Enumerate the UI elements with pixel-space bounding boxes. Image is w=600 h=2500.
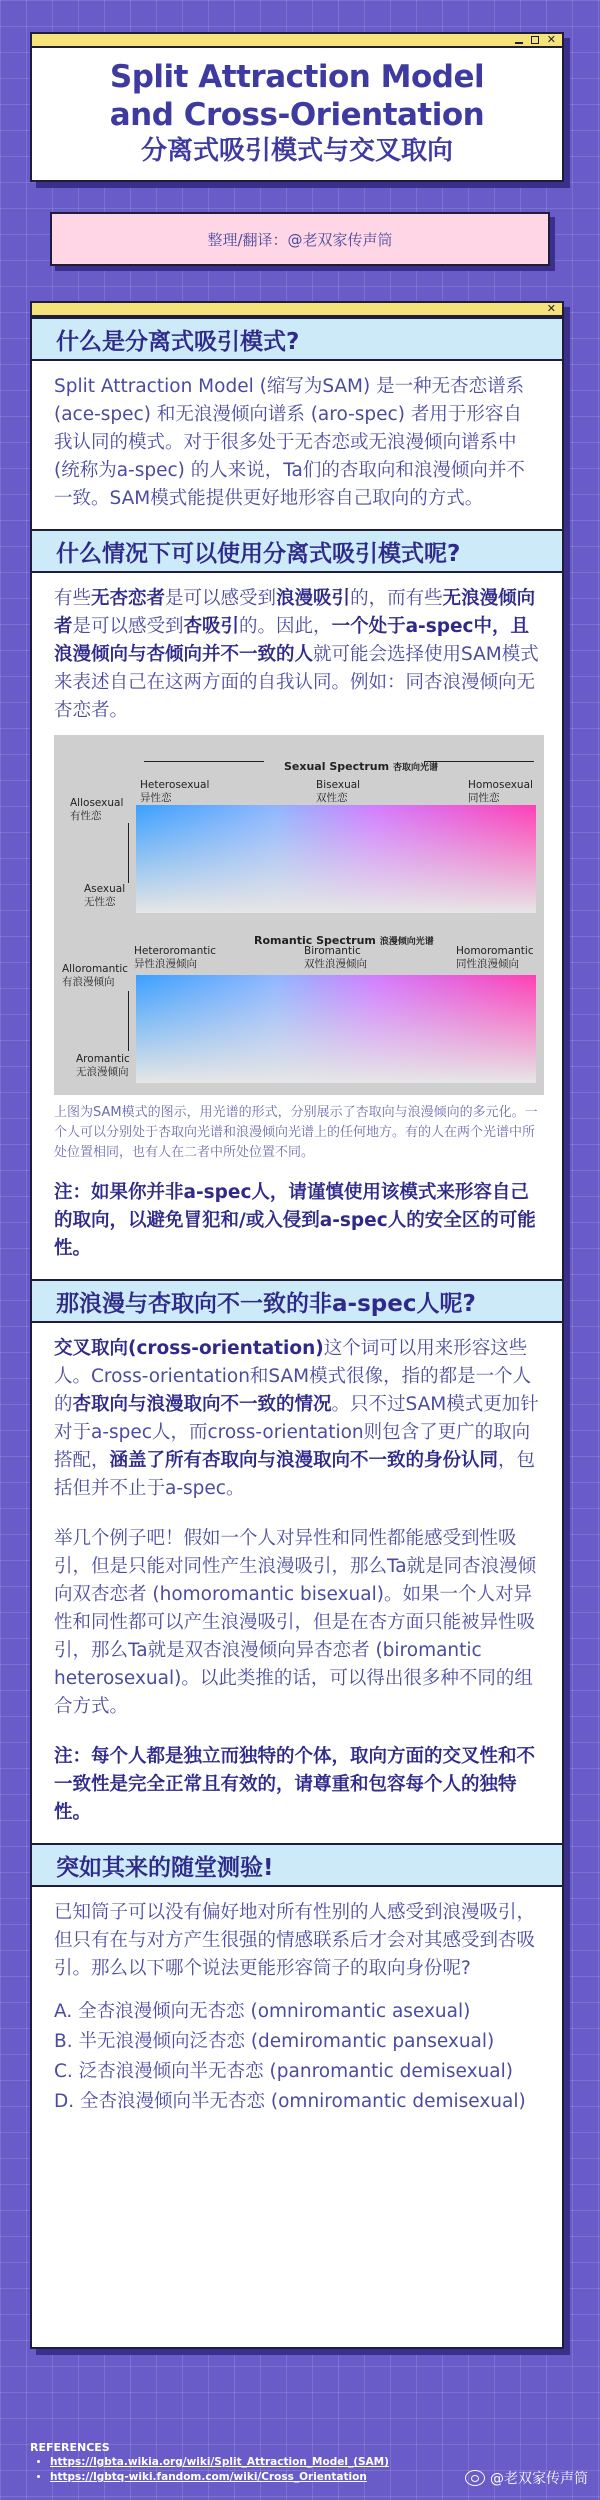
watermark-text: @老双家传声筒	[490, 2471, 588, 2487]
section-heading-quiz: 突如其来的随堂测验!	[32, 1843, 562, 1887]
allosexual-label: Allosexual 有性恋	[70, 797, 124, 822]
references-list	[30, 2455, 450, 2485]
quiz-option: A. 全杏浪漫倾向无杏恋 (omniromantic asexual)	[54, 2001, 471, 2022]
close-icon[interactable]: ✕	[546, 33, 556, 46]
page-title-english	[32, 48, 562, 134]
text: 是可以感受到	[165, 588, 277, 609]
reference-link[interactable]: • https://lgbta.wikia.org/wiki/Split_Attraction_Model_(SAM)	[50, 2455, 450, 2470]
note-paragraph: 注：每个人都是独立而独特的个体，取向方面的交叉性和不一致性是完全正常且有效的，请尊重和包容每个人的独特性。	[54, 1746, 536, 1823]
section-body-when-to-use	[32, 573, 562, 1273]
asexual-label: Asexual 无性恋	[84, 883, 126, 908]
paragraph: Split Attraction Model (缩写为SAM) 是一种无杏恋谱系 (ace-spec) 和无浪漫倾向谱系 (aro-spec) 者用于形容自我认同的模式。对于很多处于无杏恋或无浪漫倾向谱系中 (统称为a-spec) 的人来说，Ta们的杏取向和浪漫倾向并不一致。SAM模式能提供更好地形容自己取向的方式。	[54, 376, 525, 509]
emphasis: 浪漫吸引	[276, 588, 351, 609]
emphasis: 一个处于a-spec中，且浪漫倾向与杏倾向并不一致的人	[54, 616, 529, 665]
text: 。只不过SAM模式更加针对于a-spec人，而cross-orientation则包含了更广的取向搭配，	[54, 1394, 539, 1471]
maximize-icon[interactable]	[531, 36, 539, 44]
emphasis: 无浪漫倾向者	[54, 588, 536, 637]
text: 的，而有些	[350, 588, 443, 609]
note-paragraph: 注：如果你并非a-spec人，请谨慎使用该模式来形容自己的取向，以避免冒犯和/或入侵到a-spec人的安全区的可能性。	[54, 1182, 536, 1259]
watermark	[465, 2468, 588, 2488]
heterosexual-label: Heterosexual 异性恋	[140, 779, 210, 804]
weibo-icon	[465, 2470, 485, 2486]
text: 这个词可以用来形容这些人。Cross-orientation和SAM模式很像，指的都是一个人的	[54, 1338, 532, 1415]
text: 就可能会选择使用SAM模式来表述自己在这两方面的自我认同。例如：同杏浪漫倾向无杏恋者。	[54, 644, 539, 721]
section-heading-when-to-use: 什么情况下可以使用分离式吸引模式呢?	[32, 529, 562, 573]
arrow-line	[128, 823, 129, 883]
homoromantic-label: Homoromantic 同性浪漫倾向	[456, 945, 534, 970]
arrow-line	[424, 761, 534, 762]
paragraph	[54, 1335, 540, 1503]
paragraph: 举几个例子吧！假如一个人对异性和同性都能感受到性吸引，但是只能对同性产生浪漫吸引，那么Ta就是同杏浪漫倾向双杏恋者 (homoromantic bisexual)。如果一个人对异性和同性都可以产生浪漫吸引，但是在杏方面只能被异性吸引，那么Ta就是双杏浪漫倾向异杏恋者 (biromantic heterosexual)。以此类推的话，可以得出很多种不同的组合方式。	[54, 1528, 537, 1717]
romantic-spectrum-gradient	[136, 975, 536, 1083]
quiz-option: C. 泛杏浪漫倾向半无杏恋 (panromantic demisexual)	[54, 2061, 513, 2082]
emphasis: 杏吸引	[183, 616, 240, 637]
section-heading-cross-orientation: 那浪漫与杏取向不一致的非a-spec人呢?	[32, 1279, 562, 1323]
homosexual-label: Homosexual 同性恋	[468, 779, 533, 804]
text: 有些	[54, 588, 92, 609]
romantic-spectrum-title: Romantic Spectrum 浪漫倾向光谱	[254, 934, 434, 947]
emphasis: 交叉取向(cross-orientation)	[54, 1338, 324, 1359]
reference-link[interactable]: • https://lgbtq-wiki.fandom.com/wiki/Cross_Orientation	[50, 2470, 450, 2485]
title-line-2: and Cross-Orientation	[109, 97, 485, 133]
main-window-titlebar	[32, 303, 562, 317]
sexual-spectrum-title: Sexual Spectrum 杏取向光谱	[284, 760, 438, 773]
section-body-cross-orientation	[32, 1323, 562, 1837]
paragraph	[54, 585, 540, 725]
quiz-option: D. 全杏浪漫倾向半无杏恋 (omniromantic demisexual)	[54, 2091, 526, 2112]
quiz-option: B. 半无浪漫倾向泛杏恋 (demiromantic pansexual)	[54, 2031, 495, 2052]
figure-caption: 上图为SAM模式的图示，用光谱的形式，分别展示了杏取向与浪漫倾向的多元化。一个人可以分别处于杏取向光谱和浪漫倾向光谱上的任何地方。有的人在两个光谱中所处位置相同，也有人在二者中所处位置不同。	[54, 1105, 538, 1160]
sexual-spectrum-gradient	[136, 805, 536, 913]
text: 的。因此，	[239, 616, 332, 637]
page-title-chinese: 分离式吸引模式与交叉取向	[140, 136, 453, 166]
title-window	[30, 32, 564, 182]
section-heading-what-is-sam: 什么是分离式吸引模式?	[32, 317, 562, 361]
aromantic-label: Aromantic 无浪漫倾向	[76, 1053, 130, 1078]
close-icon[interactable]: ✕	[546, 302, 556, 315]
title-window-titlebar	[32, 34, 562, 48]
references	[30, 2440, 450, 2485]
section-body-quiz	[32, 1887, 562, 2127]
minimize-icon[interactable]	[515, 42, 523, 44]
references-title: REFERENCES	[30, 2441, 110, 2454]
title-line-1: Split Attraction Model	[109, 59, 485, 95]
quiz-options	[54, 1997, 540, 2117]
main-window	[30, 301, 564, 2349]
spectrum-figure	[54, 735, 544, 1095]
emphasis: 杏取向与浪漫取向不一致的情况	[72, 1394, 332, 1415]
credit-box: 整理/翻译：@老双家传声筒	[50, 212, 550, 266]
heteroromantic-label: Heteroromantic 异性浪漫倾向	[134, 945, 217, 970]
section-body-what-is-sam	[32, 361, 562, 523]
quiz-question: 已知筒子可以没有偏好地对所有性别的人感受到浪漫吸引，但只有在与对方产生很强的情感联系后才会对其感受到杏吸引。那么以下哪个说法更能形容筒子的取向身份呢?	[54, 1902, 536, 1979]
alloromantic-label: Alloromantic 有浪漫倾向	[62, 963, 129, 988]
emphasis: 无杏恋者	[91, 588, 166, 609]
bisexual-label: Bisexual 双性恋	[316, 779, 361, 804]
biromantic-label: Biromantic 双性浪漫倾向	[304, 945, 367, 970]
arrow-line	[128, 991, 129, 1051]
emphasis: 涵盖了所有杏取向与浪漫取向不一致的身份认同	[109, 1450, 499, 1471]
text: ，包括但并不止于a-spec。	[54, 1450, 536, 1499]
text: 是可以感受到	[72, 616, 184, 637]
arrow-line	[144, 761, 264, 762]
